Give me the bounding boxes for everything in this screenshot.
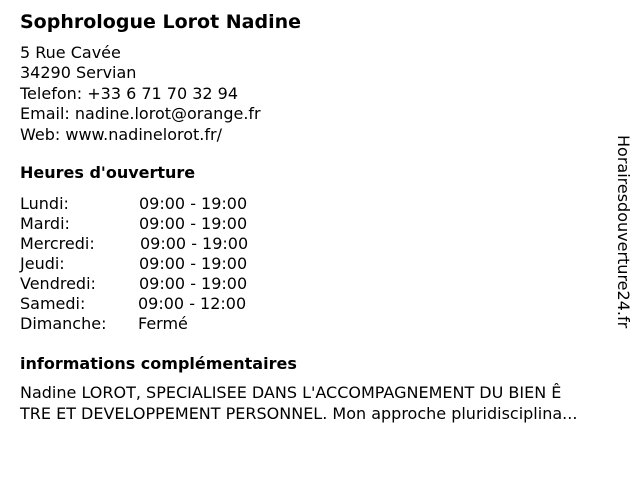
hours-row-friday [20, 274, 320, 294]
opening-hours-heading: Heures d'ouverture [20, 163, 196, 182]
time-range: 09:00 - 19:00 [139, 194, 248, 213]
day-label: Jeudi: [20, 254, 65, 273]
hours-row-monday [20, 194, 320, 214]
day-label: Dimanche: [20, 314, 107, 333]
time-range: 09:00 - 12:00 [138, 294, 247, 313]
hours-row-wednesday [20, 234, 320, 254]
contact-block [20, 43, 261, 145]
description-line: Nadine LOROT, SPECIALISEE DANS L'ACCOMPAGNEMENT DU BIEN Ê [20, 383, 562, 402]
business-name: Sophrologue Lorot Nadine [20, 11, 302, 33]
day-label: Mercredi: [20, 234, 95, 253]
day-label: Mardi: [20, 214, 70, 233]
description-line: TRE ET DEVELOPPEMENT PERSONNEL. Mon approche pluridisciplina... [20, 403, 578, 423]
site-watermark: Horairesdouverture24.fr [614, 135, 633, 329]
city-address: 34290 Servian [20, 63, 137, 83]
street-address: 5 Rue Cavée [20, 43, 121, 62]
day-label: Lundi: [20, 194, 69, 213]
hours-row-sunday [20, 314, 320, 334]
time-range: 09:00 - 19:00 [139, 274, 248, 293]
web-line: Web: www.nadinelorot.fr/ [20, 124, 222, 144]
hours-row-thursday [20, 254, 320, 274]
additional-info-heading: informations complémentaires [20, 354, 297, 373]
time-range: 09:00 - 19:00 [140, 234, 249, 253]
day-label: Samedi: [20, 294, 86, 313]
opening-hours-table [20, 194, 320, 334]
time-range: 09:00 - 19:00 [139, 214, 248, 233]
description-text [20, 383, 632, 424]
day-label: Vendredi: [20, 274, 96, 293]
phone-line: Telefon: +33 6 71 70 32 94 [20, 83, 239, 103]
email-line: Email: nadine.lorot@orange.fr [20, 104, 261, 124]
hours-row-saturday [20, 294, 320, 314]
closed-label: Fermé [138, 314, 188, 333]
time-range: 09:00 - 19:00 [139, 254, 248, 273]
hours-row-tuesday [20, 214, 320, 234]
